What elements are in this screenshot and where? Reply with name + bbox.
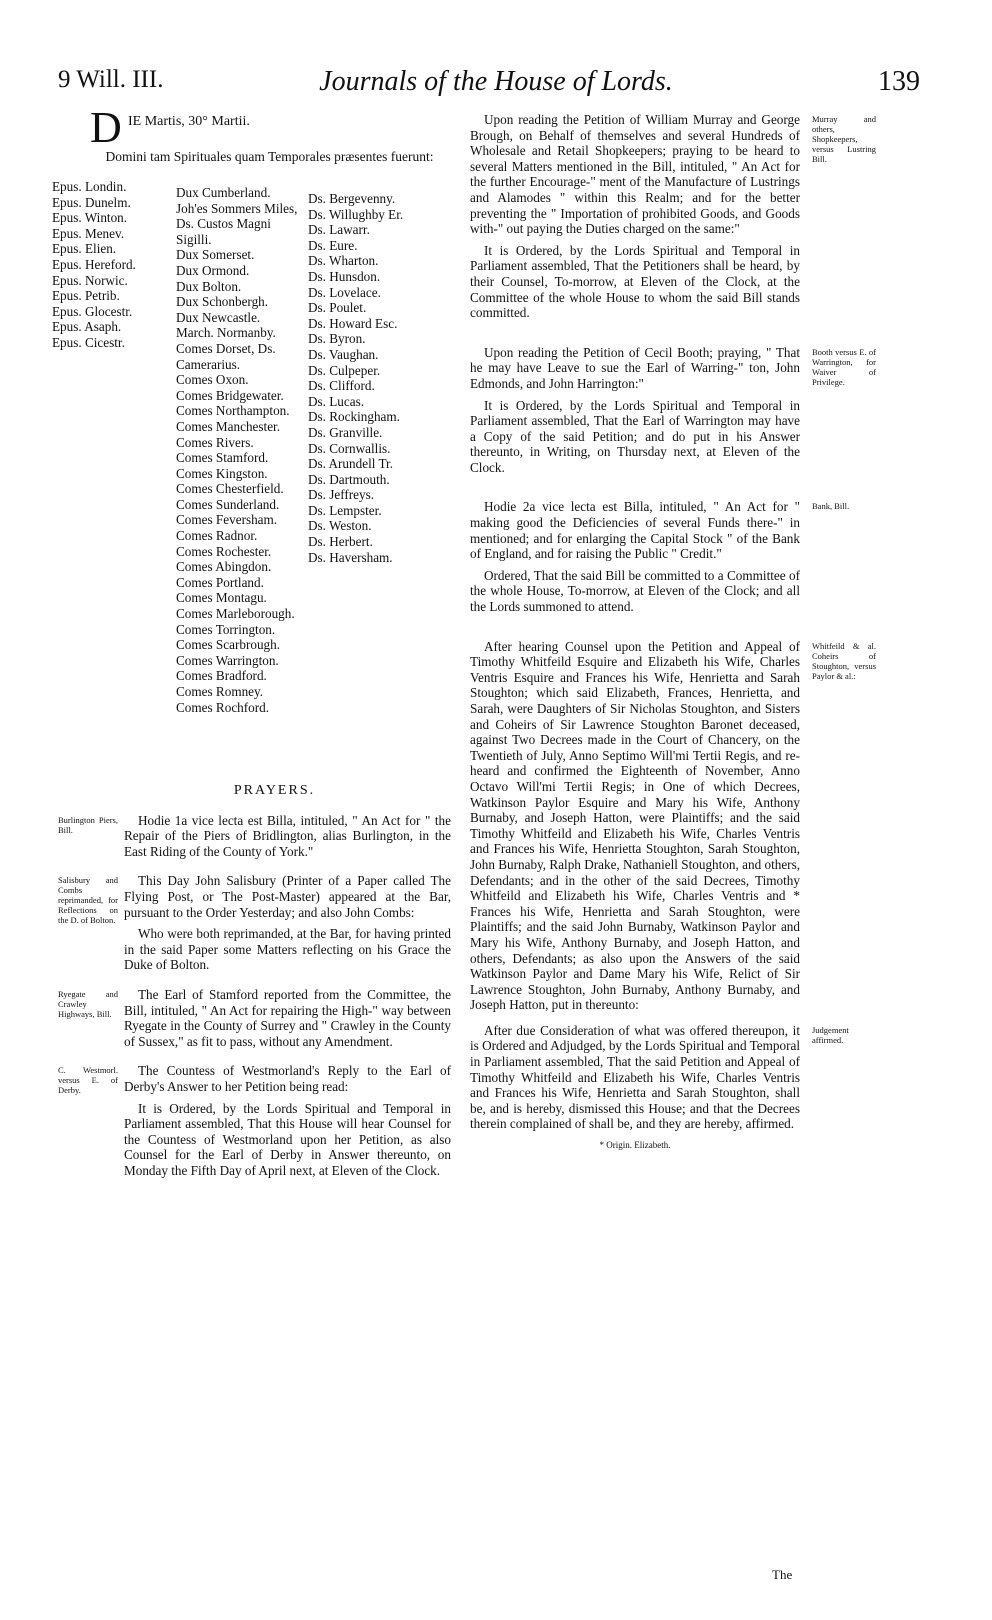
lord-entry: Comes Stamford. xyxy=(176,450,269,466)
entry-paragraph: After hearing Counsel upon the Petition and Appeal of Timothy Whitfeild Esquire and Elizabeth his Wife, Charles Ventris Esquire and Frances his Wife, Henrietta and Sarah Stoughton; which said Elizabeth, Frances, Henrietta, and Sarah, were Daughters of Sir Nicholas Stoughton, and Sisters and Coheirs of Sir Lawrence Stoughton Baronet deceased, against Two Decrees made in the Court of Chancery, on the Twentieth of July, Anno Septimo Will'mi Tertii Regis, and re-heard and confirmed the Eighteenth of November, Anno Octavo Will'mi Tertii Regis; in One of which Decrees, Watkinson Paylor Esquire and Mary his Wife, Anthony Burnaby, and Joseph Hatton, were Plaintiffs; and the said Timothy Whitfeild and Elizabeth his Wife, Charles Ventris and Frances his Wife, Henrietta Stoughton, Sarah Stoughton, John Burnaby, Ralph Drake, Nathaniell Stoughton, and others, Defendants; and in the other of the said Decrees, Timothy Whitfeild and Elizabeth his Wife, Charles Ventris and * Frances his Wife, Henrietta and Sarah Stoughton, were Plaintiffs; and the said John Burnaby, Watkinson Paylor and Mary his Wife, Anthony Burnaby, and Joseph Hatton, and others, Defendants; as also upon the Answers of the said Watkinson Paylor and Dame Mary his Wife, Relict of Sir Lawrence Stoughton, John Burnaby, Anthony Burnaby, and Joseph Hatton, put in thereunto: xyxy=(470,638,800,1013)
margin-note: Bank, Bill. xyxy=(812,501,850,512)
margin-note: Salisbury and Combs reprimanded, for Reflections on the D. of Bolton. xyxy=(58,875,118,926)
entry-paragraph: After due Consideration of what was offered thereupon, it is Ordered and Adjudged, by the Lords Spiritual and Temporal in Parliament assembled, That the said Petition and Appeal of Timothy Whitfeild and Elizabeth his Wife, Charles Ventris and Frances his Wife, Henrietta and Sarah Stoughton, shall be, and is hereby, dismissed this House; and that the Decrees therein complained of shall be, and they are hereby, affirmed. xyxy=(470,1022,800,1132)
entry-paragraph: Hodie 2a vice lecta est Billa, intituled, " An Act for " making good the Deficiencies of several Funds there-" in mentioned; and for enlarging the Capital Stock " of the Bank of England, and for raising the Public " Credit." xyxy=(470,499,800,562)
lord-entry: Comes Torrington. xyxy=(176,621,276,637)
sitting-date-text: IE Martis, 30° Martii. xyxy=(128,114,250,129)
lord-entry: Dux Newcastle. xyxy=(176,309,261,325)
lord-entry: Comes Scarbrough. xyxy=(176,637,281,653)
lord-entry: Epus. Dunelm. xyxy=(52,194,131,210)
lords-present-heading: Domini tam Spirituales quam Temporales præsentes fuerunt: xyxy=(105,149,434,164)
lord-entry: Comes Dorset, Ds. xyxy=(176,340,276,356)
lord-entry: Comes Abingdon. xyxy=(176,559,272,575)
entry-paragraph: It is Ordered, by the Lords Spiritual and Temporal in Parliament assembled, That the Petitioners shall be heard, by their Counsel, To-morrow, at Eleven of the Clock, at the Committee of the whole House to whom the said Bill stands committed. xyxy=(470,242,800,321)
journal-entry xyxy=(470,638,876,1013)
lord-entry: Ds. Haversham. xyxy=(308,549,393,565)
lord-entry: Comes Romney. xyxy=(176,684,264,699)
lord-entry: Dux Bolton. xyxy=(176,278,242,294)
lord-entry: Comes Northampton. xyxy=(176,403,290,419)
lord-entry: Epus. Petrib. xyxy=(52,288,120,304)
lord-entry: Ds. Byron. xyxy=(308,331,366,347)
lord-entry: Ds. Hunsdon. xyxy=(308,268,381,284)
lord-entry: Comes Warrington. xyxy=(176,652,279,668)
lord-entry: Comes Rochester. xyxy=(176,543,272,559)
dukes-earls-column xyxy=(176,185,297,715)
lord-entry: Epus. Norwic. xyxy=(52,272,128,288)
entry-paragraph: This Day John Salisbury (Printer of a Paper called The Flying Post, or The Post-Master) appeared at the Bar, pursuant to the Order Yesterday; and also John Combs: xyxy=(124,873,451,920)
lord-entry: Epus. Asaph. xyxy=(52,319,122,335)
lord-entry: Ds. Lempster. xyxy=(308,502,382,518)
lord-entry: Ds. Rockingham. xyxy=(308,409,400,425)
lord-entry: Ds. Bergevenny. xyxy=(308,191,396,206)
lord-entry: Ds. Lovelace. xyxy=(308,284,381,300)
lord-entry: Epus. Cicestr. xyxy=(52,334,125,350)
lord-entry: Ds. Lawarr. xyxy=(308,222,370,238)
lord-entry: Ds. Culpeper. xyxy=(308,362,381,378)
lord-entry: March. Normanby. xyxy=(176,325,276,341)
margin-note: Burlington Piers, Bill. xyxy=(58,814,118,835)
lord-entry: Epus. Glocestr. xyxy=(52,303,133,319)
journal-entry xyxy=(58,1063,451,1178)
attendance-list xyxy=(52,179,451,779)
lord-entry: Dux Somerset. xyxy=(176,247,255,263)
margin-note: Whitfeild & al. Coheirs of Stoughton, versus Paylor & al.: xyxy=(812,640,876,681)
lord-entry: Comes Bridgewater. xyxy=(176,387,284,403)
lord-entry: Comes Marleborough. xyxy=(176,606,295,622)
lord-entry: Ds. Arundell Tr. xyxy=(308,456,394,472)
lord-entry: Comes Feversham. xyxy=(176,512,278,528)
journal-entry xyxy=(58,873,451,973)
lord-entry: Comes Rochford. xyxy=(176,699,270,715)
lord-entry: Ds. Granville. xyxy=(308,424,383,440)
lord-entry: Epus. Hereford. xyxy=(52,256,136,272)
right-column xyxy=(470,112,876,1154)
sitting-date xyxy=(58,103,451,152)
lord-entry: Comes Sunderland. xyxy=(176,496,280,512)
margin-note: Judgement affirmed. xyxy=(812,1024,849,1045)
lord-entry: Ds. Lucas. xyxy=(308,393,365,409)
entry-paragraph: It is Ordered, by the Lords Spiritual and Temporal in Parliament assembled, That the Earl of Warrington may have a Copy of the said Petition; and do put in his Answer thereunto, in Writing, on Thursday next, at Eleven of the Clock. xyxy=(470,397,800,475)
entry-paragraph: Upon reading the Petition of William Murray and George Brough, on Behalf of themselves and several Hundreds of Wholesale and Retail Shopkeepers; praying to be heard to several Matters mentioned in the Bill, intituled, " An Act for the further Encourage-" ment of the Manufacture of Lustrings and Alamodes " within this Realm; and for the better preventing the " Importation of prohibited Goods, and Goods with-" out paying the Duties charged on the same:" xyxy=(470,112,800,237)
margin-note: Ryegate and Crawley Highways, Bill. xyxy=(58,988,118,1019)
lord-entry: Ds. Poulet. xyxy=(308,300,367,316)
lord-entry: Joh'es Sommers Miles, xyxy=(176,200,298,216)
running-head-regnal-year: 9 Will. III. xyxy=(58,66,164,93)
lord-entry: Comes Rivers. xyxy=(176,434,254,450)
lord-entry: Comes Montagu. xyxy=(176,590,267,606)
lord-entry: Dux Schonbergh. xyxy=(176,294,269,310)
journal-entry xyxy=(470,1022,849,1132)
lord-entry: Ds. Vaughan. xyxy=(308,346,379,362)
lord-entry: Comes Kingston. xyxy=(176,465,268,481)
left-column xyxy=(52,103,451,1192)
entry-paragraph: Hodie 1a vice lecta est Billa, intituled, " An Act for " the Repair of the Piers of Bridlington, alias Burlington, in the East Riding of the County of York." xyxy=(124,812,451,859)
entry-paragraph: The Countess of Westmorland's Reply to the Earl of Derby's Answer to her Petition being read: xyxy=(124,1063,451,1094)
margin-note: Booth versus E. of Warrington, for Waiver of Privilege. xyxy=(812,346,876,387)
drop-cap: D xyxy=(90,103,122,152)
page-number: 139 xyxy=(878,66,920,97)
journal-entry xyxy=(470,344,876,476)
lord-entry: Ds. Herbert. xyxy=(308,534,373,550)
lord-entry: Comes Manchester. xyxy=(176,418,281,434)
bishops-column xyxy=(52,179,136,351)
lord-entry: Ds. Dartmouth. xyxy=(308,471,390,487)
journal-entry xyxy=(58,812,451,860)
lord-entry: Comes Oxon. xyxy=(176,372,249,388)
lord-entry: Comes Chesterfield. xyxy=(176,481,284,497)
margin-note: C. Westmorl. versus E. of Derby. xyxy=(58,1065,118,1096)
lord-entry: Dux Ormond. xyxy=(176,262,250,278)
margin-note: Murray and others, Shopkeepers, versus Lustring Bill. xyxy=(812,114,876,164)
lord-entry: Camerarius. xyxy=(176,356,241,372)
footnote: * Origin. Elizabeth. xyxy=(599,1140,671,1151)
lord-entry: Ds. Jeffreys. xyxy=(308,487,375,503)
lord-entry: Ds. Cornwallis. xyxy=(308,440,391,456)
running-head-title: Journals of the House of Lords. xyxy=(319,66,673,97)
journal-entry xyxy=(58,986,451,1049)
entry-paragraph: The Earl of Stamford reported from the Committee, the Bill, intituled, " An Act for repairing the High-" way between Ryegate in the County of Surrey and " Crawley in the County of Sussex," as fit to pass, without any Amendment. xyxy=(124,986,451,1049)
lord-entry: Comes Portland. xyxy=(176,574,264,590)
lord-entry: Epus. Elien. xyxy=(52,241,117,257)
lord-entry: Ds. Eure. xyxy=(308,237,358,253)
lord-entry: Epus. Winton. xyxy=(52,210,128,226)
entry-paragraph: Who were both reprimanded, at the Bar, for having printed in the said Paper some Matters reflecting on his Grace the Duke of Bolton. xyxy=(124,926,451,973)
barons-column xyxy=(308,191,403,565)
lord-entry: Ds. Howard Esc. xyxy=(308,315,398,331)
lord-entry: Ds. Willughby Er. xyxy=(308,206,404,222)
lord-entry: Comes Bradford. xyxy=(176,668,267,684)
lord-entry: Comes Radnor. xyxy=(176,528,258,544)
journal-entry xyxy=(470,499,850,615)
lord-entry: Ds. Clifford. xyxy=(308,378,375,394)
lord-entry: Epus. Menev. xyxy=(52,225,125,241)
lord-entry: Ds. Wharton. xyxy=(308,253,379,269)
lord-entry: Ds. Custos Magni xyxy=(176,216,271,232)
prayers-heading: PRAYERS. xyxy=(233,783,316,798)
lord-entry: Dux Cumberland. xyxy=(176,185,271,200)
lord-entry: Ds. Weston. xyxy=(308,518,372,534)
entry-paragraph: Upon reading the Petition of Cecil Booth; praying, " That he may have Leave to sue the Earl of Warring-" ton, John Edmonds, and John Harrington:" xyxy=(470,344,800,391)
lord-entry: Sigilli. xyxy=(176,231,212,247)
journal-entry xyxy=(470,112,876,321)
lord-entry: Epus. Londin. xyxy=(52,179,127,194)
entry-paragraph: It is Ordered, by the Lords Spiritual and Temporal in Parliament assembled, That this House will hear Counsel for the Countess of Westmorland upon her Petition, as also Counsel for the Earl of Derby in Answer thereunto, on Monday the Fifth Day of April next, at Eleven of the Clock. xyxy=(124,1100,451,1178)
entry-paragraph: Ordered, That the said Bill be committed to a Committee of the whole House, To-morrow, at Eleven of the Clock; and all the Lords summoned to attend. xyxy=(470,567,800,615)
catchword: The xyxy=(772,1567,793,1582)
